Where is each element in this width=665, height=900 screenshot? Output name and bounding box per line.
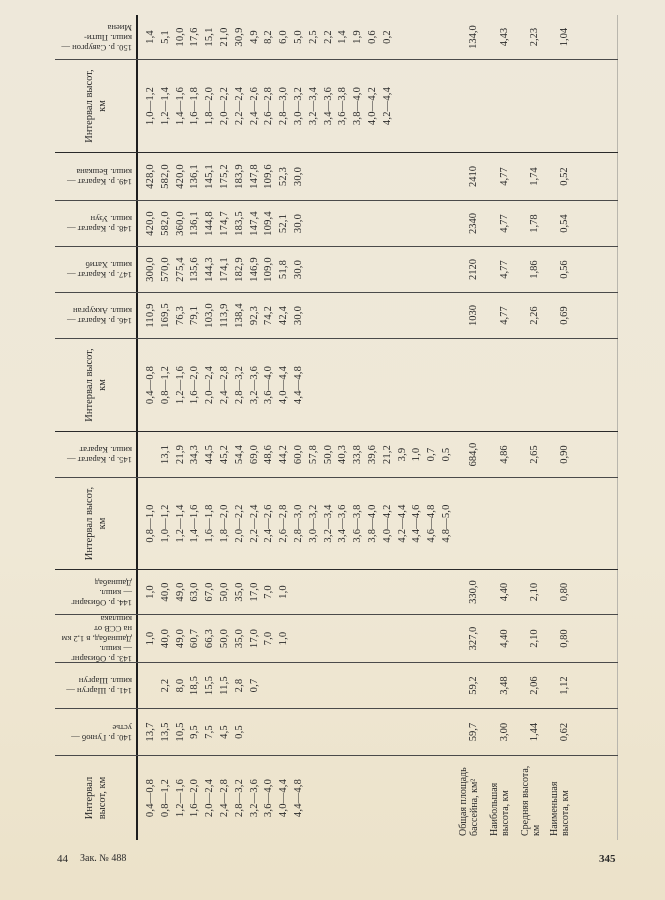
interval-column (55, 60, 618, 153)
value-cell: 183,5 (233, 211, 245, 236)
value-cell: 3,9 (396, 447, 408, 462)
interval-header (55, 339, 137, 431)
interval-cell: 3,2—3,6 (248, 778, 260, 818)
station-column (55, 201, 618, 247)
station-header: 150. р. Савургон — кишл. Пшти-Миена (61, 23, 132, 53)
value-cell: 420,0 (145, 211, 156, 236)
interval-cell: 1,2—1,6 (174, 365, 186, 405)
footer-min-value: 0,80 (558, 582, 570, 602)
value-cell: 1,4 (145, 30, 156, 44)
value-cell: 0,5 (441, 447, 452, 462)
interval-cell: 3,8—4,0 (367, 504, 378, 543)
footer-max-value: 4,86 (498, 445, 510, 464)
station-header: 143. р. Обизарнг — кишл. Дашнабад, в 1,2 км на ССВ от кишлака (61, 614, 132, 665)
value-cell: 45,2 (219, 444, 230, 465)
interval-cell: 1,6—2,0 (189, 778, 201, 818)
value-cell: 109,0 (263, 257, 275, 282)
station-column (55, 663, 618, 709)
footer-min-value: 1,12 (558, 676, 570, 695)
value-cell: 1,9 (352, 30, 364, 44)
value-cell: 30,0 (293, 213, 304, 234)
value-cell: 21,0 (219, 27, 230, 47)
interval-cell: 3,2—3,4 (322, 504, 334, 543)
station-header: 145. р. Карагат — кишл. Карагат (67, 445, 132, 466)
interval-cell: 4,4—4,6 (411, 504, 423, 543)
interval-cell: 2,4—2,8 (219, 778, 230, 818)
footer-area-value: 59,7 (467, 722, 479, 742)
interval-cell: 3,0—3,2 (293, 86, 304, 126)
value-cell: 92,3 (248, 305, 260, 326)
footer-area-value: 2410 (467, 166, 479, 187)
value-cell: 183,9 (233, 164, 245, 189)
value-cell: 42,4 (278, 305, 290, 326)
value-cell: 138,4 (233, 303, 245, 328)
value-cell: 582,0 (159, 164, 171, 189)
value-cell: 8,2 (263, 30, 275, 44)
station-column (55, 570, 618, 615)
interval-column (55, 756, 618, 840)
interval-cell: 3,4—3,6 (322, 86, 334, 126)
footer-mean-value: 1,74 (528, 167, 540, 186)
value-cell: 30,0 (293, 259, 304, 280)
interval-cell: 2,8—3,2 (233, 778, 245, 818)
value-cell: 49,0 (174, 628, 186, 649)
value-cell: 1,0 (411, 447, 423, 462)
value-cell: 300,0 (145, 257, 156, 282)
value-cell: 136,1 (189, 164, 201, 189)
interval-cell: 2,8—3,2 (233, 365, 245, 405)
value-cell: 33,8 (352, 444, 364, 465)
value-cell: 2,8 (233, 678, 245, 693)
footer-area-value: 330,0 (467, 580, 479, 604)
interval-cell: 1,0—1,2 (159, 504, 171, 543)
value-cell: 1,0 (145, 631, 156, 646)
interval-cell: 0,8—1,2 (159, 778, 171, 818)
value-cell: 103,0 (204, 303, 216, 328)
value-cell: 582,0 (159, 211, 171, 236)
value-cell: 13,5 (159, 722, 171, 742)
station-column (55, 15, 618, 60)
page-number-right: 345 (599, 853, 616, 865)
footer-area-value: 2120 (467, 259, 479, 280)
interval-cell: 1,6—1,8 (204, 504, 216, 543)
interval-cell: 2,4—2,6 (248, 86, 260, 126)
interval-cell: 3,0—3,2 (307, 504, 319, 543)
interval-cell: 1,0—1,2 (145, 86, 156, 126)
value-cell: 0,2 (381, 30, 393, 44)
footer-max-value: 4,77 (498, 214, 510, 233)
interval-cell: 2,8—3,0 (278, 86, 290, 126)
value-cell: 9,5 (189, 725, 201, 739)
footer-mean-value: 1,78 (528, 214, 540, 233)
interval-cell: 3,6—3,8 (352, 504, 364, 543)
interval-cell: 4,2—4,4 (396, 504, 408, 543)
value-cell: 79,1 (189, 305, 201, 326)
value-cell: 146,9 (248, 257, 260, 282)
footer-min-value: 0,69 (558, 306, 570, 325)
value-cell: 1,4 (337, 30, 349, 44)
footer-min-value: 1,04 (558, 27, 570, 47)
footer-label-max: Наибольшая высота, км (489, 782, 511, 836)
interval-cell: 1,2—1,4 (159, 86, 171, 126)
value-cell: 52,3 (278, 166, 290, 187)
value-cell: 2,2 (322, 30, 334, 44)
interval-cell: 4,0—4,4 (278, 365, 290, 405)
footer-area-value: 134,0 (467, 25, 479, 49)
value-cell: 109,6 (263, 164, 275, 189)
interval-cell: 1,6—1,8 (189, 86, 201, 126)
value-cell: 54,4 (233, 444, 245, 465)
value-cell: 109,4 (263, 211, 275, 236)
value-cell: 10,5 (174, 722, 186, 742)
value-cell: 182,9 (233, 257, 245, 282)
value-cell: 50,0 (219, 628, 230, 649)
value-cell: 11,5 (219, 676, 230, 695)
value-cell: 39,6 (367, 444, 378, 465)
value-cell: 18,5 (189, 675, 201, 696)
station-column (55, 615, 618, 663)
interval-header-label: Интервал высот, км (84, 348, 108, 422)
interval-cell: 2,6—2,8 (278, 504, 290, 543)
value-cell: 63,0 (189, 582, 201, 602)
value-cell: 174,1 (219, 257, 230, 282)
interval-cell: 1,4—1,6 (174, 86, 186, 126)
value-cell: 4,9 (248, 30, 260, 44)
footer-area-value: 2340 (467, 213, 479, 234)
value-cell: 66,3 (204, 628, 216, 649)
value-cell: 49,0 (174, 582, 186, 602)
interval-cell: 1,8—2,0 (204, 86, 216, 126)
value-cell: 21,2 (381, 444, 393, 465)
value-cell: 13,7 (145, 722, 156, 742)
footer-mean-value: 2,10 (528, 629, 540, 648)
value-cell: 5,0 (293, 30, 304, 44)
rotated-table (55, 15, 618, 840)
interval-cell: 0,4—0,8 (145, 778, 156, 818)
footer-area-value: 327,0 (467, 626, 479, 651)
value-cell: 0,6 (367, 30, 378, 44)
interval-cell: 3,4—3,6 (337, 504, 349, 543)
value-cell: 48,6 (263, 444, 275, 465)
value-cell: 21,9 (174, 444, 186, 465)
value-cell: 50,0 (219, 582, 230, 602)
footer-max-value: 4,77 (498, 167, 510, 186)
value-cell: 57,8 (307, 444, 319, 465)
station-header: 140. р. Гунюб — устье (71, 723, 132, 743)
station-column (55, 247, 618, 293)
interval-cell: 4,8—5,0 (441, 504, 452, 543)
interval-cell: 4,4—4,8 (293, 365, 304, 405)
interval-column (55, 478, 618, 570)
footer-max-value: 4,40 (498, 629, 510, 648)
value-cell: 360,0 (174, 211, 186, 236)
value-cell: 7,5 (204, 725, 216, 739)
value-cell: 30,0 (293, 166, 304, 187)
value-cell: 69,0 (248, 444, 260, 465)
footer-min-value: 0,80 (558, 629, 570, 648)
interval-cell: 4,0—4,4 (278, 778, 290, 818)
value-cell: 136,1 (189, 211, 201, 236)
value-cell: 144,3 (204, 257, 216, 282)
interval-cell: 1,2—1,4 (174, 504, 186, 543)
station-header: 147. р. Карагат — кишл. Хатиб (67, 260, 132, 281)
value-cell: 175,2 (219, 164, 230, 189)
value-cell: 169,5 (159, 303, 171, 328)
value-cell: 174,7 (219, 211, 230, 236)
value-cell: 2,2 (159, 678, 171, 693)
value-cell: 44,5 (204, 444, 216, 465)
footer-max-value: 4,43 (498, 27, 510, 47)
print-order: Зак. № 488 (80, 853, 127, 864)
value-cell: 10,0 (174, 27, 186, 47)
value-cell: 60,0 (293, 444, 304, 465)
value-cell: 4,5 (219, 725, 230, 739)
value-cell: 74,2 (263, 305, 275, 326)
interval-cell: 1,2—1,6 (174, 778, 186, 818)
station-header: 149. р. Карагат — кишл. Бешкана (67, 167, 132, 188)
value-cell: 420,0 (174, 164, 186, 189)
interval-cell: 3,6—4,0 (263, 778, 275, 818)
value-cell: 15,1 (204, 27, 216, 47)
interval-cell: 2,6—2,8 (263, 86, 275, 126)
footer-mean-value: 2,06 (528, 676, 540, 695)
interval-cell: 2,0—2,2 (233, 504, 245, 543)
value-cell: 35,0 (233, 628, 245, 649)
station-column (55, 709, 618, 756)
page-number-left: 44 (57, 853, 68, 865)
value-cell: 5,1 (159, 30, 171, 44)
footer-max-value: 3,48 (498, 676, 510, 695)
value-cell: 30,0 (293, 305, 304, 326)
value-cell: 0,7 (426, 447, 438, 462)
station-column (55, 432, 618, 478)
interval-header (55, 478, 137, 569)
footer-mean-value: 2,65 (528, 445, 540, 464)
interval-cell: 3,2—3,6 (248, 365, 260, 405)
value-cell: 7,0 (263, 585, 275, 599)
interval-cell: 2,2—2,4 (233, 86, 245, 126)
value-cell: 76,3 (174, 305, 186, 326)
interval-header-label: Интервал высот, км (84, 486, 108, 561)
footer-min-value: 0,56 (558, 260, 570, 279)
station-column (55, 153, 618, 201)
interval-header-label: Интервал высот, км (84, 776, 108, 820)
interval-cell: 3,2—3,4 (307, 86, 319, 126)
footer-label-area: Общая площадь бассейна, км² (458, 767, 480, 836)
value-cell: 7,0 (263, 631, 275, 646)
interval-cell: 2,0—2,2 (219, 86, 230, 126)
value-cell: 145,1 (204, 164, 216, 189)
value-cell: 144,8 (204, 211, 216, 236)
footer-min-value: 0,52 (558, 167, 570, 186)
interval-cell: 3,6—4,0 (263, 365, 275, 405)
value-cell: 15,5 (204, 675, 216, 696)
station-header: 148. р. Карагат — кишл. Узун (67, 214, 132, 235)
interval-cell: 0,8—1,2 (159, 365, 171, 405)
value-cell: 44,2 (278, 444, 290, 465)
value-cell: 40,0 (159, 582, 171, 602)
footer-area-value: 684,0 (467, 442, 479, 467)
footer-mean-value: 2,26 (528, 306, 540, 325)
value-cell: 2,5 (307, 30, 319, 44)
value-cell: 40,3 (337, 444, 349, 465)
value-cell: 428,0 (145, 164, 156, 189)
value-cell: 13,1 (159, 444, 171, 465)
interval-cell: 2,0—2,4 (204, 778, 216, 818)
value-cell: 51,8 (278, 259, 290, 280)
interval-cell: 4,0—4,2 (381, 504, 393, 543)
value-cell: 110,9 (145, 303, 156, 328)
footer-mean-value: 1,86 (528, 260, 540, 279)
interval-cell: 1,6—2,0 (189, 365, 201, 405)
value-cell: 17,0 (248, 628, 260, 649)
interval-cell: 2,0—2,4 (204, 365, 216, 405)
value-cell: 8,0 (174, 678, 186, 693)
footer-mean-value: 2,23 (528, 27, 540, 47)
value-cell: 1,0 (145, 585, 156, 599)
footer-area-value: 59,2 (467, 676, 479, 695)
interval-cell: 4,6—4,8 (426, 504, 438, 543)
value-cell: 40,0 (159, 628, 171, 649)
interval-column (55, 339, 618, 432)
value-cell: 570,0 (159, 257, 171, 282)
interval-cell: 2,4—2,6 (263, 504, 275, 543)
value-cell: 30,9 (233, 27, 245, 47)
value-cell: 17,0 (248, 582, 260, 602)
interval-cell: 2,4—2,8 (219, 365, 230, 405)
value-cell: 6,0 (278, 30, 290, 44)
value-cell: 60,7 (189, 628, 201, 649)
station-column (55, 293, 618, 339)
value-cell: 35,0 (233, 582, 245, 602)
value-cell: 52,1 (278, 213, 290, 234)
interval-cell: 3,8—4,0 (352, 86, 364, 126)
interval-cell: 1,4—1,6 (189, 504, 201, 543)
footer-mean-value: 2,10 (528, 582, 540, 602)
interval-cell: 2,8—3,0 (293, 504, 304, 543)
footer-max-value: 4,77 (498, 306, 510, 325)
interval-cell: 3,6—3,8 (337, 86, 349, 126)
footer-mean-value: 1,44 (528, 722, 540, 742)
footer-min-value: 0,54 (558, 214, 570, 233)
value-cell: 0,7 (248, 678, 260, 693)
station-header: 144. р. Обизарнг — кишл. Дашнабад (71, 578, 132, 608)
value-cell: 275,4 (174, 257, 186, 282)
interval-cell: 0,8—1,0 (145, 504, 156, 543)
footer-min-value: 0,90 (558, 445, 570, 464)
value-cell: 1,0 (278, 585, 290, 599)
footer-area-value: 1030 (467, 305, 479, 326)
interval-cell: 2,2—2,4 (248, 504, 260, 543)
interval-header (55, 756, 137, 840)
footer-max-value: 3,00 (498, 722, 510, 742)
value-cell: 17,6 (189, 27, 201, 47)
value-cell: 147,4 (248, 211, 260, 236)
interval-header-label: Интервал высот, км (84, 69, 108, 143)
footer-min-value: 0,62 (558, 722, 570, 742)
interval-cell: 1,8—2,0 (219, 504, 230, 543)
footer-max-value: 4,40 (498, 582, 510, 602)
value-cell: 67,0 (204, 582, 216, 602)
value-cell: 0,5 (233, 725, 245, 739)
value-cell: 147,8 (248, 164, 260, 189)
value-cell: 113,9 (219, 303, 230, 328)
value-cell: 135,6 (189, 257, 201, 282)
station-header: 146. р. Карагат — кишл. Аккурган (67, 306, 132, 327)
footer-label-mean: Средняя высота, км (520, 765, 542, 836)
station-header: 141. р. Шаргун — кишл. Шаргун (66, 676, 132, 697)
value-cell: 50,0 (322, 444, 334, 465)
interval-cell: 4,4—4,8 (293, 778, 304, 818)
value-cell: 1,0 (278, 631, 290, 646)
footer-label-min: Наименьшая высота, км (549, 781, 571, 836)
footer-max-value: 4,77 (498, 260, 510, 279)
interval-cell: 4,0—4,2 (367, 86, 378, 126)
value-cell: 34,3 (189, 444, 201, 465)
interval-header (55, 60, 137, 152)
interval-cell: 4,2—4,4 (381, 86, 393, 126)
interval-cell: 0,4—0,8 (145, 365, 156, 405)
